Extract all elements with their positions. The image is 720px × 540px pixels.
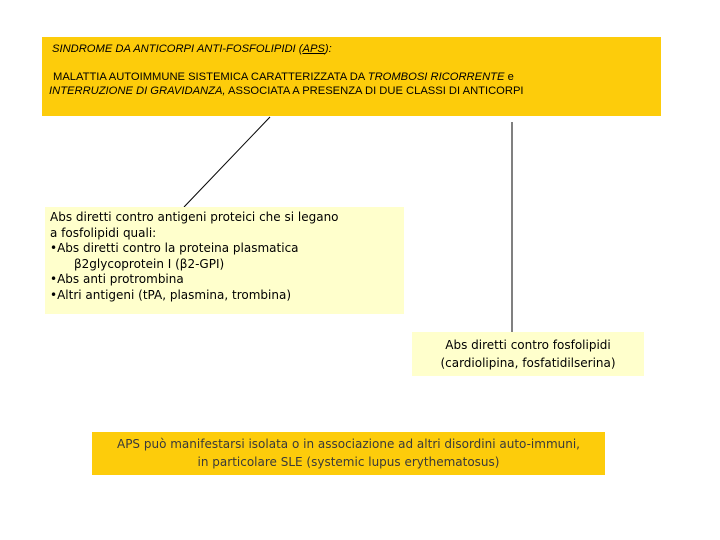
protein-antibodies-heading: Abs diretti contro antigeni proteici che si legano — [50, 210, 339, 224]
phospholipid-antibodies-heading: Abs diretti contro fosfolipidi — [445, 338, 611, 352]
protein-antigen-antibodies-box — [45, 207, 404, 314]
phospholipid-examples: (cardiolipina, fosfatidilserina) — [440, 356, 616, 370]
description-text: MALATTIA AUTOIMMUNE SISTEMICA CARATTERIZZATA DA — [53, 71, 368, 83]
list-item-other-antigens: •Altri antigeni (tPA, plasmina, trombina) — [50, 287, 292, 302]
phospholipid-antibodies-box — [412, 332, 644, 376]
list-item-b2gpi-cont: β2glycoprotein I (β2-GPI) — [74, 256, 225, 271]
list-item-prothrombin: •Abs anti protrombina — [50, 272, 184, 287]
conjunction-text: e — [504, 71, 514, 83]
aps-note-line2: in particolare SLE (systemic lupus erythematosus) — [197, 455, 500, 469]
pregnancy-loss-term: INTERRUZIONE DI GRAVIDANZA, — [49, 85, 226, 97]
aps-note-line1: APS può manifestarsi isolata o in associazione ad altri disordini auto-immuni, — [116, 437, 580, 451]
aps-title-prefix: SINDROME DA ANTICORPI ANTI-FOSFOLIPIDI ( — [52, 43, 303, 55]
list-item-b2gpi: •Abs diretti contro la proteina plasmatica — [50, 241, 299, 256]
aps-title-suffix: ): — [324, 43, 332, 55]
protein-antibodies-heading-cont: a fosfolipidi quali: — [50, 225, 157, 240]
recurrent-thrombosis-term: TROMBOSI RICORRENTE — [367, 71, 505, 83]
connector-to-protein-antibodies — [184, 117, 270, 207]
antibody-classes-text: ASSOCIATA A PRESENZA DI DUE CLASSI DI ANTICORPI — [225, 85, 524, 97]
aps-abbreviation: APS — [302, 43, 325, 55]
aps-note-box — [92, 432, 605, 475]
